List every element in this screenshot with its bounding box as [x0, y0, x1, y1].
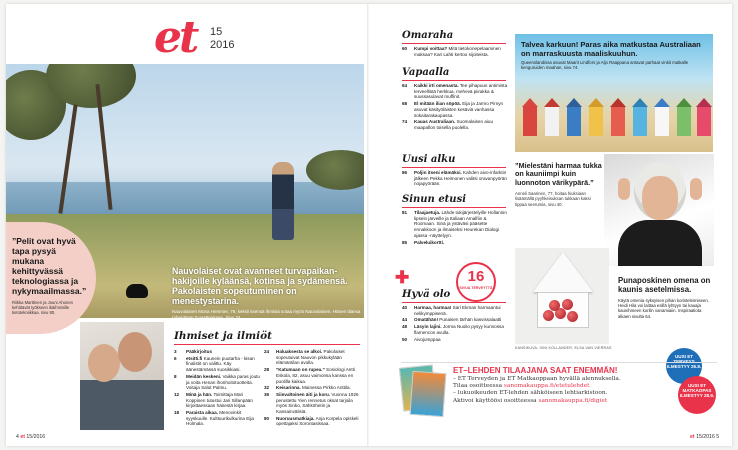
toc-page: 86: [402, 170, 408, 175]
sticker-et-terveys: UUSI ET ILMESTYY 26.8.: [666, 348, 702, 384]
toc-bold: Keisarinna.: [276, 385, 301, 391]
portrait-hand: [690, 178, 702, 200]
toc-text: Lähde tukijärjestelyille Hollannin lipsein järveille ja Italiaan Amalfiin & Roomaan. Sinä ja ystäväsi pääsette ennakkoon ja ilmaiseksi Heurekan Dialogi ajassa -näyttelyyn.: [414, 210, 507, 238]
toc-row[interactable]: [402, 83, 508, 100]
magazine-cover-matkaopas: [410, 371, 447, 417]
toc-text: Punaisen tärhän kasvissalaatti: [439, 317, 502, 323]
toc-row[interactable]: [402, 101, 508, 118]
sticker-et-matkaopas: UUSI ET MATKAOPAS ILMESTYY 28.9.: [678, 376, 716, 414]
section-rule: [402, 43, 506, 44]
subscribe-block: [453, 366, 717, 405]
portrait-face: [642, 176, 678, 220]
footer-issue-left: 15/2016: [26, 434, 46, 440]
woman-portrait: [604, 154, 714, 266]
subscribe-link-digiet[interactable]: sanomakauppa.fi/digiet: [538, 397, 608, 404]
toc-vapaalla: [402, 83, 508, 132]
toc-page: 68: [402, 101, 408, 107]
punaposkinen-block: [618, 276, 714, 319]
toc-bold: Palveluikortti.: [414, 239, 445, 245]
beach-huts-photo: [515, 34, 713, 152]
toc-row[interactable]: [402, 317, 508, 323]
hut-shape: [545, 106, 559, 136]
toc-text: Menovinkit syyskuulle. Kulttuurikulkurina Eija Holmala.: [186, 410, 254, 427]
badge-number: 16: [467, 268, 485, 285]
person-figure: [272, 162, 294, 240]
toc-row[interactable]: [402, 324, 508, 335]
toc-row[interactable]: [402, 337, 508, 343]
hut-shape: [567, 106, 581, 136]
et-logo: et: [154, 12, 197, 63]
section-title-vapaalla: Vapaalla: [402, 67, 450, 78]
toc-row[interactable]: [402, 46, 508, 57]
footer-right: [690, 434, 719, 440]
toc-text: Sari Ekman harmaantui nelikymppisenä.: [414, 305, 501, 316]
hut-shape: [589, 106, 603, 136]
toc-row[interactable]: [174, 410, 260, 427]
quote-right: [515, 162, 603, 207]
toc-text: Mitä tietokonepelaaminen maksaa? Kari Lahti kertoo sijoiteista.: [414, 46, 501, 57]
dog-figure: [126, 284, 148, 298]
subscribe-link-etetulehdet[interactable]: sanomakauppa.fi/etetulehdet: [503, 383, 590, 390]
toc-page: 12: [174, 391, 180, 397]
toc-bold: El mitään ilian söpöä.: [414, 101, 461, 107]
apple-fruit: [543, 310, 554, 321]
toc-page: 60: [402, 46, 408, 51]
toc-bold: etsitti.fi: [186, 355, 203, 361]
hut-shape: [697, 106, 711, 136]
section-title-sinun-etusi: Sinun etusi: [402, 194, 466, 205]
toc-text: Sosiologi Antti Eskola, 82, asuu vaimonsa kanssa en puolilla kaikua.: [276, 367, 355, 384]
main-caption-text: Nauvolainen Mona Hemmer, 79, keksii itsensä ihmisiä sotaa myös Nauvolainen. Hänen tilansa (ohen)tsen T-vaatteistaan. Sivu 24.: [172, 309, 361, 320]
divider: [401, 362, 717, 363]
toc-page: 36: [264, 391, 270, 397]
toc-bold: Kaikki irti omenasta.: [414, 83, 459, 88]
toc-row[interactable]: [402, 170, 508, 187]
subscribe-line3: – lukuoikeuden ET-lehden sähköiseen lehtiarkistoon.: [453, 390, 608, 397]
toc-text: Mainessa Pirkko Anttila.: [302, 385, 351, 391]
section-title-ihmiset: Ihmiset ja ilmiöt: [174, 330, 272, 342]
toc-page: 81: [402, 210, 408, 215]
quote-right-text: ”Mielestäni harmaa tukka on kauniimpi kuin luonnoton värikypärä.”: [515, 161, 602, 187]
people-photo: [80, 322, 164, 430]
toc-text: Eija ja Jarmo Pirnyn asuvat käsityöläisten kesäviä vanhassa sokaitarakaupassa.: [414, 101, 504, 118]
cover-credit: KANSIKUVA: SINI KOLLANDER, ELSA VAN VIERRAS: [515, 346, 612, 350]
footer-left: [16, 434, 45, 440]
subscribe-title: ET–LEHDEN TILAAJANA SAAT ENEMMÄN!: [453, 366, 618, 375]
toc-text: Vuonna 1926 perustettu Yien rennetus oksat tarjoila myös Sinko, Sähköhetin ja Kansainvälisiä.: [276, 391, 359, 415]
toc-bold: Pääkirjoitus: [186, 349, 213, 354]
badge-16-pages: [456, 262, 496, 302]
subscribe-line2-text: Tilaa osoitteessa: [453, 383, 504, 390]
issue-number: [210, 26, 234, 52]
main-photo-caption: [172, 266, 362, 320]
toc-row[interactable]: [402, 305, 508, 316]
toc-text: Toimittaja Mari Koppinen tutustui Jari Sillanpään kirjoittaessaan hänestä kirjaa.: [186, 391, 253, 409]
toc-row[interactable]: [264, 349, 360, 366]
toc-bold: Poljin itseni elämäksi.: [414, 170, 462, 175]
apple-fruit: [567, 311, 578, 322]
lantern-roof: [533, 252, 593, 292]
magazine-spread: [6, 4, 732, 446]
hut-shape: [655, 106, 669, 136]
toc-sinun-etusi: [402, 210, 508, 246]
toc-page: 74: [402, 119, 408, 125]
toc-page: 50: [402, 336, 408, 342]
toc-page: 80: [264, 415, 270, 421]
hut-shape: [611, 106, 625, 136]
toc-page: 24: [264, 349, 270, 354]
footer-brand-right: et: [690, 434, 695, 440]
section-rule: [402, 207, 506, 208]
toc-text: Tee pihapuun antimista terveellistä herkkua, mehevä piirakka & suussasulavat muffinit.: [414, 83, 508, 100]
toc-row[interactable]: [264, 416, 360, 427]
toc-row[interactable]: [264, 392, 360, 415]
huts-text: Queenslandissa asuvat Maarit Lindfors ja Aljo Raappana antavat parhaat vinkit matkalle kenguruiden maahan, sivu 74.: [521, 60, 689, 71]
toc-page: 40: [402, 305, 408, 310]
toc-bold: ”Katumaan on rupea.”: [276, 367, 325, 373]
plus-icon: ✚: [395, 268, 410, 287]
subscribe-line2: [453, 383, 717, 390]
toc-row[interactable]: [174, 392, 260, 409]
page-number-left: 4: [16, 434, 19, 440]
apple-fruit: [549, 300, 560, 311]
subscribe-line4-text: Aktivoi käyttöösi osoitteessa: [453, 397, 539, 404]
apple-fruit: [562, 299, 573, 310]
quote-right-sub: Anneli Saarinen, 77, hoitaa hiuksiaan lisäämällä pyyhkeisuksan tukkaan kaksi tippaa seerumia, sivu 40.: [515, 191, 591, 207]
toc-bold: Kumpi voittaa?: [414, 46, 448, 51]
subscribe-line1: – ET Terveyden ja ET Matkaoppaan hyvällä alennuksella.: [453, 376, 621, 382]
issue-year: 2016: [210, 39, 235, 51]
punaposkinen-text: Käytä omenia syksyisen pihan koristeleimiseen. Heidi Hila voi laittaa esillä lyhtyyn tai kauaja kaunihmeen korilin vanamiaiin. Inspiraatiota alkaen sivulta 64.: [618, 298, 709, 319]
toc-hyva-olo: [402, 305, 508, 343]
toc-page: 6: [174, 355, 177, 361]
toc-row[interactable]: [174, 374, 260, 391]
badge-label: SIVUA TERVEYTTÄ: [459, 286, 493, 290]
toc-bold: Harmaa, harmaa!: [414, 305, 452, 310]
toc-ihmiset-col1: [174, 349, 260, 428]
toc-row[interactable]: [174, 356, 260, 373]
toc-row[interactable]: [402, 119, 508, 130]
toc-bold: Haluaksesta se alkoi.: [276, 349, 323, 354]
toc-page: 8: [174, 373, 177, 379]
toc-text: Kahden aivo-infarktin jälkeen Pekka Heimonen valitsi oravanpyörän nojapyörään.: [414, 170, 507, 187]
toc-text: Anja Korpela opiskeli opettajaksi Sorontasissaa.: [276, 415, 359, 427]
hut-shape: [677, 106, 691, 136]
toc-page: 48: [402, 324, 408, 330]
section-rule: [402, 302, 506, 303]
toc-bold: Paraista aikaa.: [186, 410, 218, 416]
toc-page: 28: [264, 367, 270, 373]
toc-page: 32: [264, 385, 270, 391]
subscribe-line4: [453, 398, 717, 405]
quote-left-sub: Riikka Marttinen ja Jouni Ahonen kehittävät työkseen ikäihmisille tietotekniikkaa. sivu 80.: [12, 300, 73, 316]
toc-page: 18: [174, 410, 180, 416]
toc-bold: Omatähän!: [414, 317, 438, 323]
toc-page: 3: [174, 349, 177, 354]
toc-bold: Minä ja hän.: [186, 391, 213, 397]
toc-bold: Nuoruusmatkiaja.: [276, 415, 315, 421]
people-body: [80, 380, 164, 430]
footer-brand-left: et: [20, 434, 25, 440]
section-rule: [402, 80, 506, 81]
toc-bold: Kauas Australiaan.: [414, 119, 456, 125]
toc-text: Vaikka paras joutu ja voita Henan ihonhoitotuotteita. Voitaja Salut Palmu.: [186, 373, 260, 391]
toc-bold: Siinvaltoinen äiti ja koru.: [276, 391, 331, 397]
toc-row[interactable]: [264, 367, 360, 384]
toc-row[interactable]: [402, 240, 508, 246]
main-headline: Nauvolaiset ovat avanneet turvapaikan-hakijoille kyläänsä, kotinsa ja sydämensä. Pakolaisten sopeutuminen on menestystarina.: [172, 266, 348, 306]
page-gutter: [367, 4, 369, 446]
portrait-hand: [618, 178, 630, 200]
toc-bold: Läsyin lajini.: [414, 324, 442, 330]
face-man: [118, 332, 152, 372]
toc-text: Pakolaiset sopeutuivat Nauvon pikkukylään elämäntilan avulla.: [276, 349, 345, 366]
issue-no: 15: [210, 26, 223, 38]
hut-shape: [633, 106, 647, 136]
punaposkinen-title: Punaposkinen omena on kaunis asetelmissa.: [618, 276, 711, 294]
page-number-right: 5: [716, 434, 720, 440]
toc-row[interactable]: [402, 210, 508, 239]
toc-text: Kaunein puutarha - kisan finalistit on valittu. Käy äänestämässä suosikkiasi.: [186, 355, 255, 373]
portrait-body: [618, 220, 702, 266]
toc-row[interactable]: [264, 385, 360, 391]
toc-page: 85: [402, 239, 408, 245]
toc-ihmiset-col2: [264, 349, 360, 428]
toc-page: 64: [402, 83, 408, 88]
section-rule: [402, 167, 506, 168]
section-rule: [174, 344, 360, 345]
toc-text: Aivojumppaa: [414, 336, 441, 342]
toc-page: 44: [402, 317, 408, 323]
toc-uusi-alku: [402, 170, 508, 188]
toc-row[interactable]: [174, 349, 260, 355]
section-title-omaraha: Omaraha: [402, 30, 454, 41]
hut-shape: [523, 106, 537, 136]
toc-text: Suomalaisen aiuu maapallon toisella puolella.: [414, 119, 494, 130]
toc-text: Jorma Nuolio pysyy kunnossa flamencon avulla.: [414, 324, 504, 335]
footer-issue-right: 15/2016: [696, 434, 715, 440]
magazine-covers: [401, 366, 447, 418]
quote-left-text: ”Pelit ovat hyvä tapa pysyä mukana kehittyvässä teknologiassa ja nykymaailmassa.”: [12, 236, 87, 296]
toc-omaraha: [402, 46, 508, 58]
toc-bold: Tilaajaetuja.: [414, 210, 441, 215]
face-woman: [88, 344, 120, 382]
apple-lantern-photo: [515, 248, 609, 344]
section-title-hyva-olo: Hyvä olo: [402, 289, 451, 300]
toc-bold: Meidän keskeni.: [186, 373, 222, 379]
section-title-uusi-alku: Uusi alku: [402, 154, 456, 165]
huts-headline: Talvea karkuun! Paras aika matkustaa Australiaan on marraskuusta maaliskuuhun.: [521, 40, 701, 58]
